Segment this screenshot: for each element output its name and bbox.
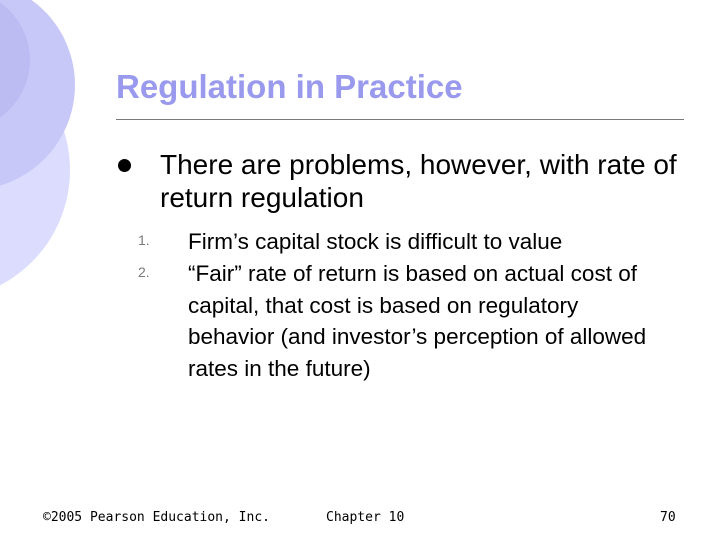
footer-copyright: ©2005 Pearson Education, Inc. [43,510,270,525]
subitem-number: 2. [138,264,150,280]
bullet-icon [118,159,131,172]
subitem-number: 1. [138,232,150,248]
decorative-circles [0,0,120,330]
subitem-text: “Fair” rate of return is based on actual cost of capital, that cost is based on regulatory behavior (and investor’s perception of allowed rates in the future) [188,261,647,381]
subitem-text: Firm’s capital stock is difficult to value [188,229,563,254]
footer-chapter: Chapter 10 [326,510,405,525]
footer-page-number: 70 [660,510,676,525]
main-bullet-text: There are problems, however, with rate of return regulation [160,149,677,213]
title-divider [116,119,684,120]
slide-title: Regulation in Practice [116,68,463,105]
